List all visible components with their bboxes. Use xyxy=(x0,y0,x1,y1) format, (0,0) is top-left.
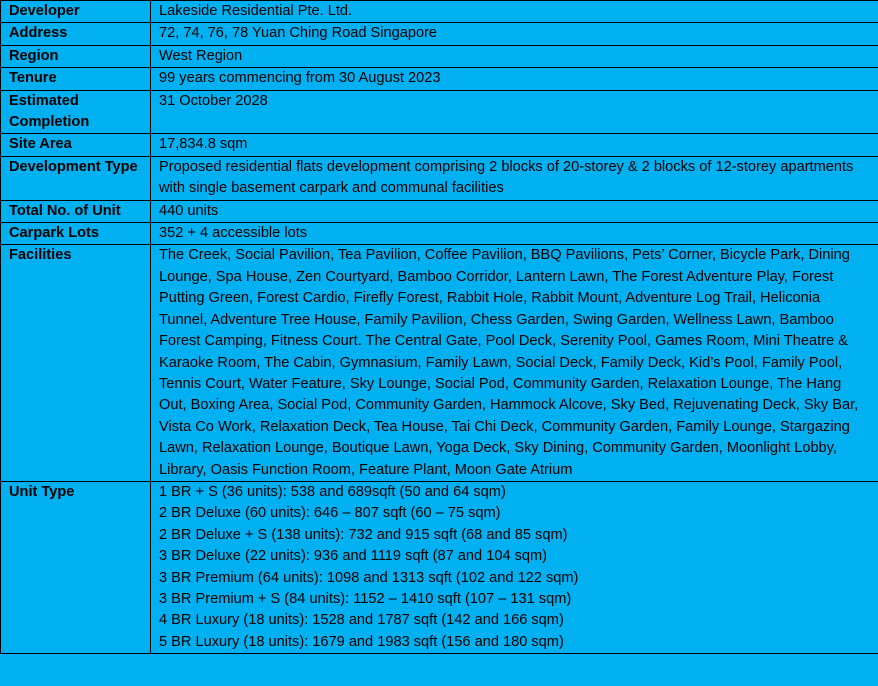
table-row-carpark xyxy=(1,223,878,245)
unit-type-line: 3 BR Deluxe (22 units): 936 and 1119 sqft (87 and 104 sqm) xyxy=(159,548,548,565)
tenure-value: 99 years commencing from 30 August 2023 xyxy=(151,68,878,90)
unit-type-line: 4 BR Luxury (18 units): 1528 and 1787 sqft (142 and 166 sqm) xyxy=(159,612,564,629)
unit-type-list xyxy=(151,481,878,653)
region-value: West Region xyxy=(151,45,878,67)
unit-type-line: 1 BR + S (36 units): 538 and 689sqft (50 and 64 sqm) xyxy=(159,483,506,500)
table-row-facilities xyxy=(1,245,878,481)
table-row-unit-type xyxy=(1,481,878,653)
carpark-lots-label: Carpark Lots xyxy=(1,223,151,245)
estimated-completion-label: Estimated Completion xyxy=(1,90,151,134)
unit-type-line: 2 BR Deluxe + S (138 units): 732 and 915 sqft (68 and 85 sqm) xyxy=(159,526,568,543)
facilities-value: The Creek, Social Pavilion, Tea Pavilion, Coffee Pavilion, BBQ Pavilions, Pets’ Corner, Bicycle Park, Dining Lounge, Spa House, Zen Courtyard, Bamboo Corridor, Lantern Lawn, The Forest Adventure Play, Forest Putting Green, Forest Cardio, Firefly Forest, Rabbit Hole, Rabbit Mount, Adventure Log Trail, Heliconia Tunnel, Adventure Tree House, Family Pavilion, Chess Garden, Swing Garden, Wellness Lawn, Bamboo Forest Camping, Fitness Court. The Central Gate, Pool Deck, Serenity Pool, Games Room, Mini Theatre & Karaoke Room, The Cabin, Gymnasium, Family Lawn, Social Deck, Family Deck, Kid’s Pool, Family Pool, Tennis Court, Water Feature, Sky Lounge, Social Pod, Community Garden, Relaxation Lounge, The Hang Out, Boxing Area, Social Pod, Community Garden, Hammock Alcove, Sky Bed, Rejuvenating Deck, Sky Bar, Vista Co Work, Relaxation Deck, Tea House, Tai Chi Deck, Community Garden, Family Lounge, Stargazing Lawn, Relaxation Lounge, Boutique Lawn, Yoga Deck, Sky Dining, Community Garden, Moonlight Lobby, Library, Oasis Function Room, Feature Plant, Moon Gate Atrium xyxy=(151,245,878,481)
unit-type-line: 3 BR Premium + S (84 units): 1152 – 1410 sqft (107 – 131 sqm) xyxy=(159,590,572,607)
site-area-label: Site Area xyxy=(1,134,151,156)
address-value: 72, 74, 76, 78 Yuan Ching Road Singapore xyxy=(151,23,878,45)
developer-value: Lakeside Residential Pte. Ltd. xyxy=(151,1,878,23)
unit-type-line: 2 BR Deluxe (60 units): 646 – 807 sqft (60 – 75 sqm) xyxy=(159,505,501,522)
table-row-developer xyxy=(1,1,878,23)
region-label: Region xyxy=(1,45,151,67)
total-units-value: 440 units xyxy=(151,200,878,222)
table-row-development-type xyxy=(1,156,878,200)
table-row-region xyxy=(1,45,878,67)
unit-type-line: 3 BR Premium (64 units): 1098 and 1313 sqft (102 and 122 sqm) xyxy=(159,569,579,586)
unit-type-line: 5 BR Luxury (18 units): 1679 and 1983 sqft (156 and 180 sqm) xyxy=(159,633,564,650)
table-row-completion xyxy=(1,90,878,134)
total-units-label: Total No. of Unit xyxy=(1,200,151,222)
carpark-lots-value: 352 + 4 accessible lots xyxy=(151,223,878,245)
table-row-total-units xyxy=(1,200,878,222)
table-row-tenure xyxy=(1,68,878,90)
developer-label: Developer xyxy=(1,1,151,23)
tenure-label: Tenure xyxy=(1,68,151,90)
address-label: Address xyxy=(1,23,151,45)
development-type-value: Proposed residential flats development comprising 2 blocks of 20-storey & 2 blocks of 12-storey apartments with single basement carpark and communal facilities xyxy=(151,156,878,200)
table-row-site-area xyxy=(1,134,878,156)
site-area-value: 17,834.8 sqm xyxy=(151,134,878,156)
table-row-address xyxy=(1,23,878,45)
facilities-label: Facilities xyxy=(1,245,151,481)
unit-type-label: Unit Type xyxy=(1,481,151,653)
estimated-completion-value: 31 October 2028 xyxy=(151,90,878,134)
development-type-label: Development Type xyxy=(1,156,151,200)
